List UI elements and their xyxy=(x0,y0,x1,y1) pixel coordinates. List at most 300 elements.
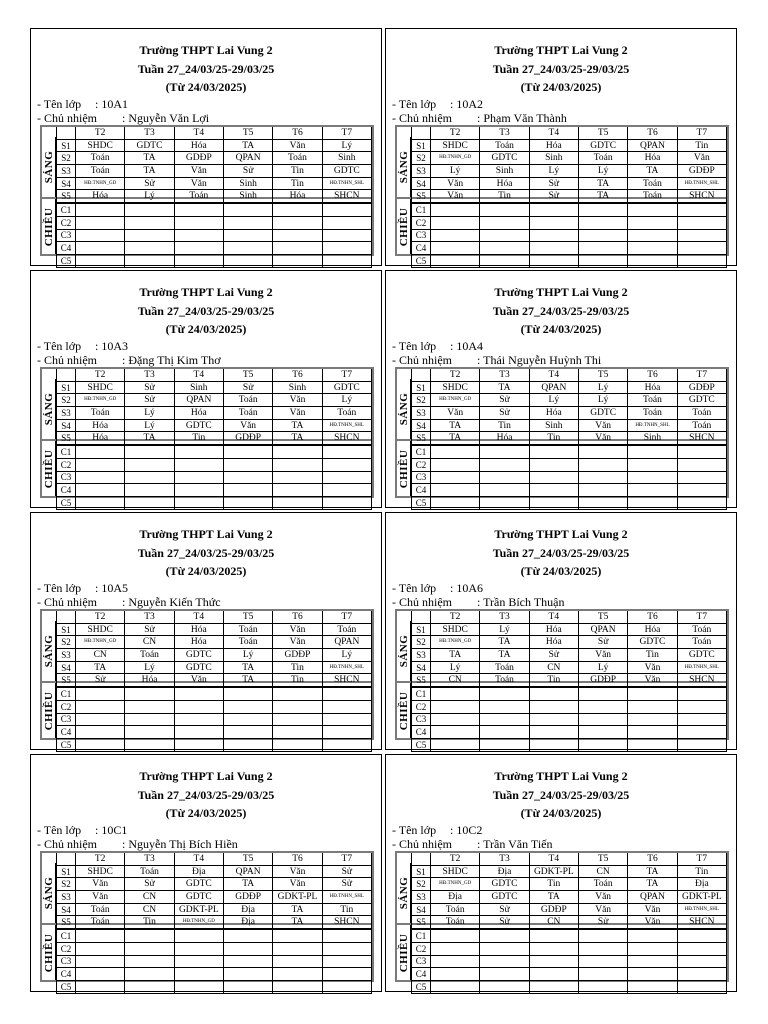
schedule-table xyxy=(411,369,727,510)
empty-cell xyxy=(480,458,529,471)
subject-cell: Sử xyxy=(125,177,174,190)
empty-cell xyxy=(273,229,322,242)
morning-period-row xyxy=(412,419,727,432)
afternoon-period-row xyxy=(57,700,372,713)
subject-cell: TA xyxy=(273,903,322,916)
empty-cell xyxy=(480,229,529,242)
empty-cell xyxy=(677,968,726,981)
subject-cell: Văn xyxy=(273,636,322,649)
day-header: T4 xyxy=(174,127,223,139)
subject-cell: Toán xyxy=(628,407,677,420)
period-label: S3 xyxy=(412,407,431,420)
subject-cell: TA xyxy=(431,419,480,432)
empty-cell xyxy=(174,738,223,751)
empty-cell xyxy=(677,726,726,739)
corner-cell xyxy=(57,127,76,139)
week-start: (Từ 24/03/2025) xyxy=(520,806,602,820)
schedule-grid xyxy=(395,125,729,266)
subject-cell: SHCN xyxy=(322,190,371,203)
empty-cell xyxy=(431,942,480,955)
empty-cell xyxy=(125,726,174,739)
empty-cell xyxy=(480,726,529,739)
empty-cell xyxy=(174,955,223,968)
day-header: T2 xyxy=(76,611,125,623)
empty-cell xyxy=(223,203,272,216)
week-title: Tuần 27_24/03/25-29/03/25 xyxy=(492,788,630,802)
empty-cell xyxy=(529,713,578,726)
subject-cell: TA xyxy=(223,139,272,152)
subject-cell: Sử xyxy=(223,381,272,394)
subject-cell: GDTC xyxy=(677,394,726,407)
empty-cell xyxy=(76,496,125,509)
empty-cell xyxy=(273,242,322,255)
empty-cell xyxy=(273,942,322,955)
school-name: Trường THPT Lai Vung 2 xyxy=(139,527,273,541)
afternoon-period-row xyxy=(57,242,372,255)
subject-cell: GDTC xyxy=(125,139,174,152)
period-label: S2 xyxy=(412,394,431,407)
subject-cell: Lý xyxy=(322,649,371,662)
day-header: T2 xyxy=(431,853,480,865)
empty-cell xyxy=(76,471,125,484)
subject-cell: Sinh xyxy=(174,381,223,394)
subject-cell: CN xyxy=(529,661,578,674)
empty-cell xyxy=(529,471,578,484)
empty-cell xyxy=(125,713,174,726)
class-name-row xyxy=(392,97,483,111)
empty-cell xyxy=(273,955,322,968)
period-label: S1 xyxy=(57,623,76,636)
subject-cell: TA xyxy=(273,419,322,432)
subject-cell: CN xyxy=(578,865,627,878)
subject-cell: Văn xyxy=(273,407,322,420)
subject-cell: Tin xyxy=(677,139,726,152)
empty-cell xyxy=(125,929,174,942)
day-header: T7 xyxy=(677,853,726,865)
afternoon-period-row xyxy=(57,216,372,229)
subject-cell: Tin xyxy=(273,177,322,190)
empty-cell xyxy=(322,738,371,751)
period-label: C2 xyxy=(412,700,431,713)
subject-cell: Văn xyxy=(677,152,726,165)
subject-cell: GDĐP xyxy=(677,165,726,178)
empty-cell xyxy=(677,203,726,216)
homeroom-row xyxy=(392,353,602,367)
week-title: Tuần 27_24/03/25-29/03/25 xyxy=(137,546,275,560)
morning-period-row xyxy=(412,152,727,165)
period-label: S3 xyxy=(57,407,76,420)
homeroom-row xyxy=(392,837,553,851)
afternoon-period-row xyxy=(412,929,727,942)
day-header: T6 xyxy=(628,127,677,139)
afternoon-session-label: CHIỀU xyxy=(397,441,411,496)
subject-cell: HĐ.TNHN_GD xyxy=(76,177,125,190)
empty-cell xyxy=(125,700,174,713)
subject-cell: Lý xyxy=(578,165,627,178)
empty-cell xyxy=(677,496,726,509)
empty-cell xyxy=(322,942,371,955)
afternoon-period-row xyxy=(412,254,727,267)
afternoon-period-row xyxy=(57,713,372,726)
empty-cell xyxy=(578,216,627,229)
period-label: S5 xyxy=(412,674,431,687)
day-header: T7 xyxy=(322,611,371,623)
period-label: S2 xyxy=(57,878,76,891)
empty-cell xyxy=(125,458,174,471)
subject-cell: Văn xyxy=(273,878,322,891)
morning-period-row xyxy=(57,649,372,662)
period-label: S5 xyxy=(57,432,76,445)
class-name-row xyxy=(37,339,128,353)
empty-cell xyxy=(273,738,322,751)
empty-cell xyxy=(578,738,627,751)
subject-cell: HĐ.TNHN_SHL xyxy=(322,891,371,904)
subject-cell: Văn xyxy=(628,903,677,916)
afternoon-period-row xyxy=(412,484,727,497)
empty-cell xyxy=(677,471,726,484)
subject-cell: SHDC xyxy=(431,139,480,152)
empty-cell xyxy=(223,713,272,726)
day-header: T5 xyxy=(578,127,627,139)
subject-cell: Hóa xyxy=(529,636,578,649)
empty-cell xyxy=(431,713,480,726)
day-header: T3 xyxy=(125,853,174,865)
period-label: C1 xyxy=(412,929,431,942)
subject-cell: Sinh xyxy=(529,419,578,432)
period-label: S4 xyxy=(57,903,76,916)
subject-cell: Văn xyxy=(628,674,677,687)
day-header: T2 xyxy=(431,611,480,623)
day-header: T7 xyxy=(677,369,726,381)
empty-cell xyxy=(322,929,371,942)
day-header: T5 xyxy=(223,369,272,381)
period-label: S2 xyxy=(57,636,76,649)
subject-cell: Toán xyxy=(628,190,677,203)
homeroom-label: - Chủ nhiệm xyxy=(37,111,97,125)
empty-cell xyxy=(174,687,223,700)
period-label: C5 xyxy=(57,496,76,509)
subject-cell: SHDC xyxy=(431,865,480,878)
afternoon-session-label: CHIỀU xyxy=(42,925,56,980)
schedule-grid xyxy=(395,367,729,508)
subject-cell: Hóa xyxy=(628,623,677,636)
morning-period-row xyxy=(412,636,727,649)
homeroom-teacher: : Trần Văn Tiến xyxy=(477,837,553,851)
morning-period-row xyxy=(57,177,372,190)
schedule-grid xyxy=(395,609,729,750)
subject-cell: HĐ.TNHN_GD xyxy=(431,636,480,649)
empty-cell xyxy=(628,484,677,497)
morning-period-row xyxy=(412,661,727,674)
period-label: S4 xyxy=(57,177,76,190)
day-header: T6 xyxy=(628,853,677,865)
morning-period-row xyxy=(412,177,727,190)
period-label: S3 xyxy=(57,165,76,178)
empty-cell xyxy=(273,968,322,981)
afternoon-period-row xyxy=(412,738,727,751)
empty-cell xyxy=(480,955,529,968)
morning-period-row xyxy=(412,865,727,878)
morning-session-label: SÁNG xyxy=(42,379,56,439)
afternoon-period-row xyxy=(412,229,727,242)
empty-cell xyxy=(76,980,125,993)
empty-cell xyxy=(578,484,627,497)
empty-cell xyxy=(480,968,529,981)
period-label: C3 xyxy=(57,471,76,484)
empty-cell xyxy=(628,216,677,229)
subject-cell: GDTC xyxy=(578,139,627,152)
subject-cell: Toán xyxy=(578,878,627,891)
day-header: T4 xyxy=(174,369,223,381)
empty-cell xyxy=(125,955,174,968)
homeroom-row xyxy=(37,111,210,125)
period-label: S5 xyxy=(412,190,431,203)
subject-cell: Toán xyxy=(76,152,125,165)
morning-period-row xyxy=(412,674,727,687)
subject-cell: GDĐP xyxy=(174,152,223,165)
period-label: C1 xyxy=(412,203,431,216)
empty-cell xyxy=(322,203,371,216)
empty-cell xyxy=(125,738,174,751)
day-header: T3 xyxy=(125,369,174,381)
empty-cell xyxy=(223,726,272,739)
subject-cell: Lý xyxy=(480,623,529,636)
period-label: C2 xyxy=(57,700,76,713)
subject-cell: TA xyxy=(578,177,627,190)
empty-cell xyxy=(125,980,174,993)
period-label: S1 xyxy=(412,381,431,394)
empty-cell xyxy=(273,484,322,497)
empty-cell xyxy=(529,980,578,993)
period-label: C3 xyxy=(412,713,431,726)
period-label: S2 xyxy=(412,878,431,891)
empty-cell xyxy=(529,929,578,942)
day-header: T3 xyxy=(480,369,529,381)
week-start: (Từ 24/03/2025) xyxy=(165,322,247,336)
empty-cell xyxy=(578,955,627,968)
subject-cell: Sinh xyxy=(223,177,272,190)
subject-cell: Văn xyxy=(628,661,677,674)
subject-cell: TA xyxy=(529,891,578,904)
subject-cell: Toán xyxy=(76,407,125,420)
schedule-grid xyxy=(40,367,374,508)
afternoon-period-row xyxy=(412,471,727,484)
class-value: : 10A1 xyxy=(95,97,128,111)
empty-cell xyxy=(76,700,125,713)
empty-cell xyxy=(677,484,726,497)
subject-cell: TA xyxy=(273,916,322,929)
empty-cell xyxy=(628,242,677,255)
empty-cell xyxy=(223,687,272,700)
empty-cell xyxy=(480,700,529,713)
empty-cell xyxy=(76,942,125,955)
empty-cell xyxy=(480,203,529,216)
empty-cell xyxy=(322,726,371,739)
subject-cell: Tin xyxy=(529,674,578,687)
period-label: C4 xyxy=(57,484,76,497)
day-header: T5 xyxy=(578,611,627,623)
subject-cell: CN xyxy=(125,891,174,904)
schedule-table xyxy=(56,853,372,994)
subject-cell: HĐ.TNHN_GD xyxy=(76,394,125,407)
subject-cell: Hóa xyxy=(480,177,529,190)
homeroom-teacher: : Nguyễn Văn Lợi xyxy=(122,111,210,125)
day-header: T3 xyxy=(480,853,529,865)
subject-cell: QPAN xyxy=(529,381,578,394)
day-header: T7 xyxy=(322,127,371,139)
morning-period-row xyxy=(57,878,372,891)
subject-cell: HĐ.TNHN_GD xyxy=(174,916,223,929)
subject-cell: Văn xyxy=(431,177,480,190)
empty-cell xyxy=(480,216,529,229)
subject-cell: TA xyxy=(628,878,677,891)
empty-cell xyxy=(431,242,480,255)
day-header: T5 xyxy=(578,369,627,381)
afternoon-session-label: CHIỀU xyxy=(397,925,411,980)
subject-cell: Lý xyxy=(322,139,371,152)
subject-cell: Sử xyxy=(125,623,174,636)
subject-cell: Văn xyxy=(578,891,627,904)
empty-cell xyxy=(273,445,322,458)
period-label: C4 xyxy=(412,968,431,981)
corner-cell xyxy=(57,611,76,623)
empty-cell xyxy=(322,216,371,229)
subject-cell: GDTC xyxy=(480,878,529,891)
empty-cell xyxy=(322,955,371,968)
empty-cell xyxy=(223,254,272,267)
afternoon-session-label: CHIỀU xyxy=(42,441,56,496)
period-label: S1 xyxy=(412,865,431,878)
afternoon-period-row xyxy=(57,968,372,981)
empty-cell xyxy=(578,458,627,471)
subject-cell: Lý xyxy=(578,661,627,674)
empty-cell xyxy=(578,203,627,216)
empty-cell xyxy=(677,687,726,700)
empty-cell xyxy=(578,929,627,942)
afternoon-period-row xyxy=(57,496,372,509)
empty-cell xyxy=(322,445,371,458)
period-label: S4 xyxy=(412,903,431,916)
subject-cell: QPAN xyxy=(223,152,272,165)
empty-cell xyxy=(273,687,322,700)
period-label: C1 xyxy=(412,445,431,458)
subject-cell: TA xyxy=(628,165,677,178)
afternoon-period-row xyxy=(57,445,372,458)
subject-cell: Hóa xyxy=(76,419,125,432)
subject-cell: GDĐP xyxy=(529,903,578,916)
schedule-table xyxy=(411,853,727,994)
subject-cell: Sử xyxy=(480,394,529,407)
morning-period-row xyxy=(412,139,727,152)
subject-cell: Toán xyxy=(223,394,272,407)
empty-cell xyxy=(529,254,578,267)
subject-cell: Văn xyxy=(273,865,322,878)
empty-cell xyxy=(578,687,627,700)
subject-cell: HĐ.TNHN_GD xyxy=(76,636,125,649)
morning-period-row xyxy=(57,152,372,165)
empty-cell xyxy=(628,955,677,968)
week-start: (Từ 24/03/2025) xyxy=(165,806,247,820)
afternoon-period-row xyxy=(57,687,372,700)
subject-cell: TA xyxy=(76,661,125,674)
subject-cell: Toán xyxy=(480,674,529,687)
morning-session-label: SÁNG xyxy=(397,621,411,681)
afternoon-session-label: CHIỀU xyxy=(42,683,56,738)
subject-cell: TA xyxy=(480,636,529,649)
morning-period-row xyxy=(412,623,727,636)
subject-cell: GDKT-PL xyxy=(174,903,223,916)
morning-period-row xyxy=(57,190,372,203)
morning-period-row xyxy=(57,381,372,394)
schedule-grid xyxy=(40,851,374,992)
day-header-row xyxy=(412,853,727,865)
subject-cell: Sinh xyxy=(529,152,578,165)
empty-cell xyxy=(578,242,627,255)
subject-cell: Toán xyxy=(431,903,480,916)
empty-cell xyxy=(322,687,371,700)
subject-cell: Toán xyxy=(174,190,223,203)
day-header: T4 xyxy=(529,611,578,623)
subject-cell: Lý xyxy=(322,394,371,407)
subject-cell: Địa xyxy=(223,903,272,916)
morning-session-label: SÁNG xyxy=(397,137,411,197)
day-header: T2 xyxy=(76,127,125,139)
morning-period-row xyxy=(57,432,372,445)
subject-cell: Toán xyxy=(628,394,677,407)
empty-cell xyxy=(677,229,726,242)
empty-cell xyxy=(431,687,480,700)
schedule-grid xyxy=(395,851,729,992)
empty-cell xyxy=(431,496,480,509)
empty-cell xyxy=(76,955,125,968)
morning-period-row xyxy=(412,432,727,445)
empty-cell xyxy=(431,968,480,981)
empty-cell xyxy=(76,242,125,255)
morning-period-row xyxy=(412,903,727,916)
empty-cell xyxy=(578,496,627,509)
subject-cell: GDTC xyxy=(480,891,529,904)
subject-cell: Sử xyxy=(578,636,627,649)
empty-cell xyxy=(578,229,627,242)
subject-cell: Hóa xyxy=(125,674,174,687)
timetable-card xyxy=(385,754,737,992)
afternoon-period-row xyxy=(412,955,727,968)
period-label: S2 xyxy=(57,394,76,407)
empty-cell xyxy=(480,942,529,955)
empty-cell xyxy=(76,445,125,458)
day-header: T4 xyxy=(174,853,223,865)
subject-cell: GDTC xyxy=(174,878,223,891)
empty-cell xyxy=(677,242,726,255)
empty-cell xyxy=(628,203,677,216)
subject-cell: Văn xyxy=(431,407,480,420)
subject-cell: Toán xyxy=(125,649,174,662)
empty-cell xyxy=(322,980,371,993)
empty-cell xyxy=(322,496,371,509)
school-name: Trường THPT Lai Vung 2 xyxy=(139,43,273,57)
subject-cell: Toán xyxy=(76,903,125,916)
afternoon-session-label: CHIỀU xyxy=(397,199,411,254)
empty-cell xyxy=(322,458,371,471)
morning-period-row xyxy=(57,394,372,407)
class-value: : 10A3 xyxy=(95,339,128,353)
afternoon-period-row xyxy=(57,458,372,471)
subject-cell: Lý xyxy=(529,165,578,178)
day-header: T6 xyxy=(273,611,322,623)
class-label: - Tên lớp xyxy=(37,339,82,353)
day-header: T5 xyxy=(223,853,272,865)
empty-cell xyxy=(125,471,174,484)
